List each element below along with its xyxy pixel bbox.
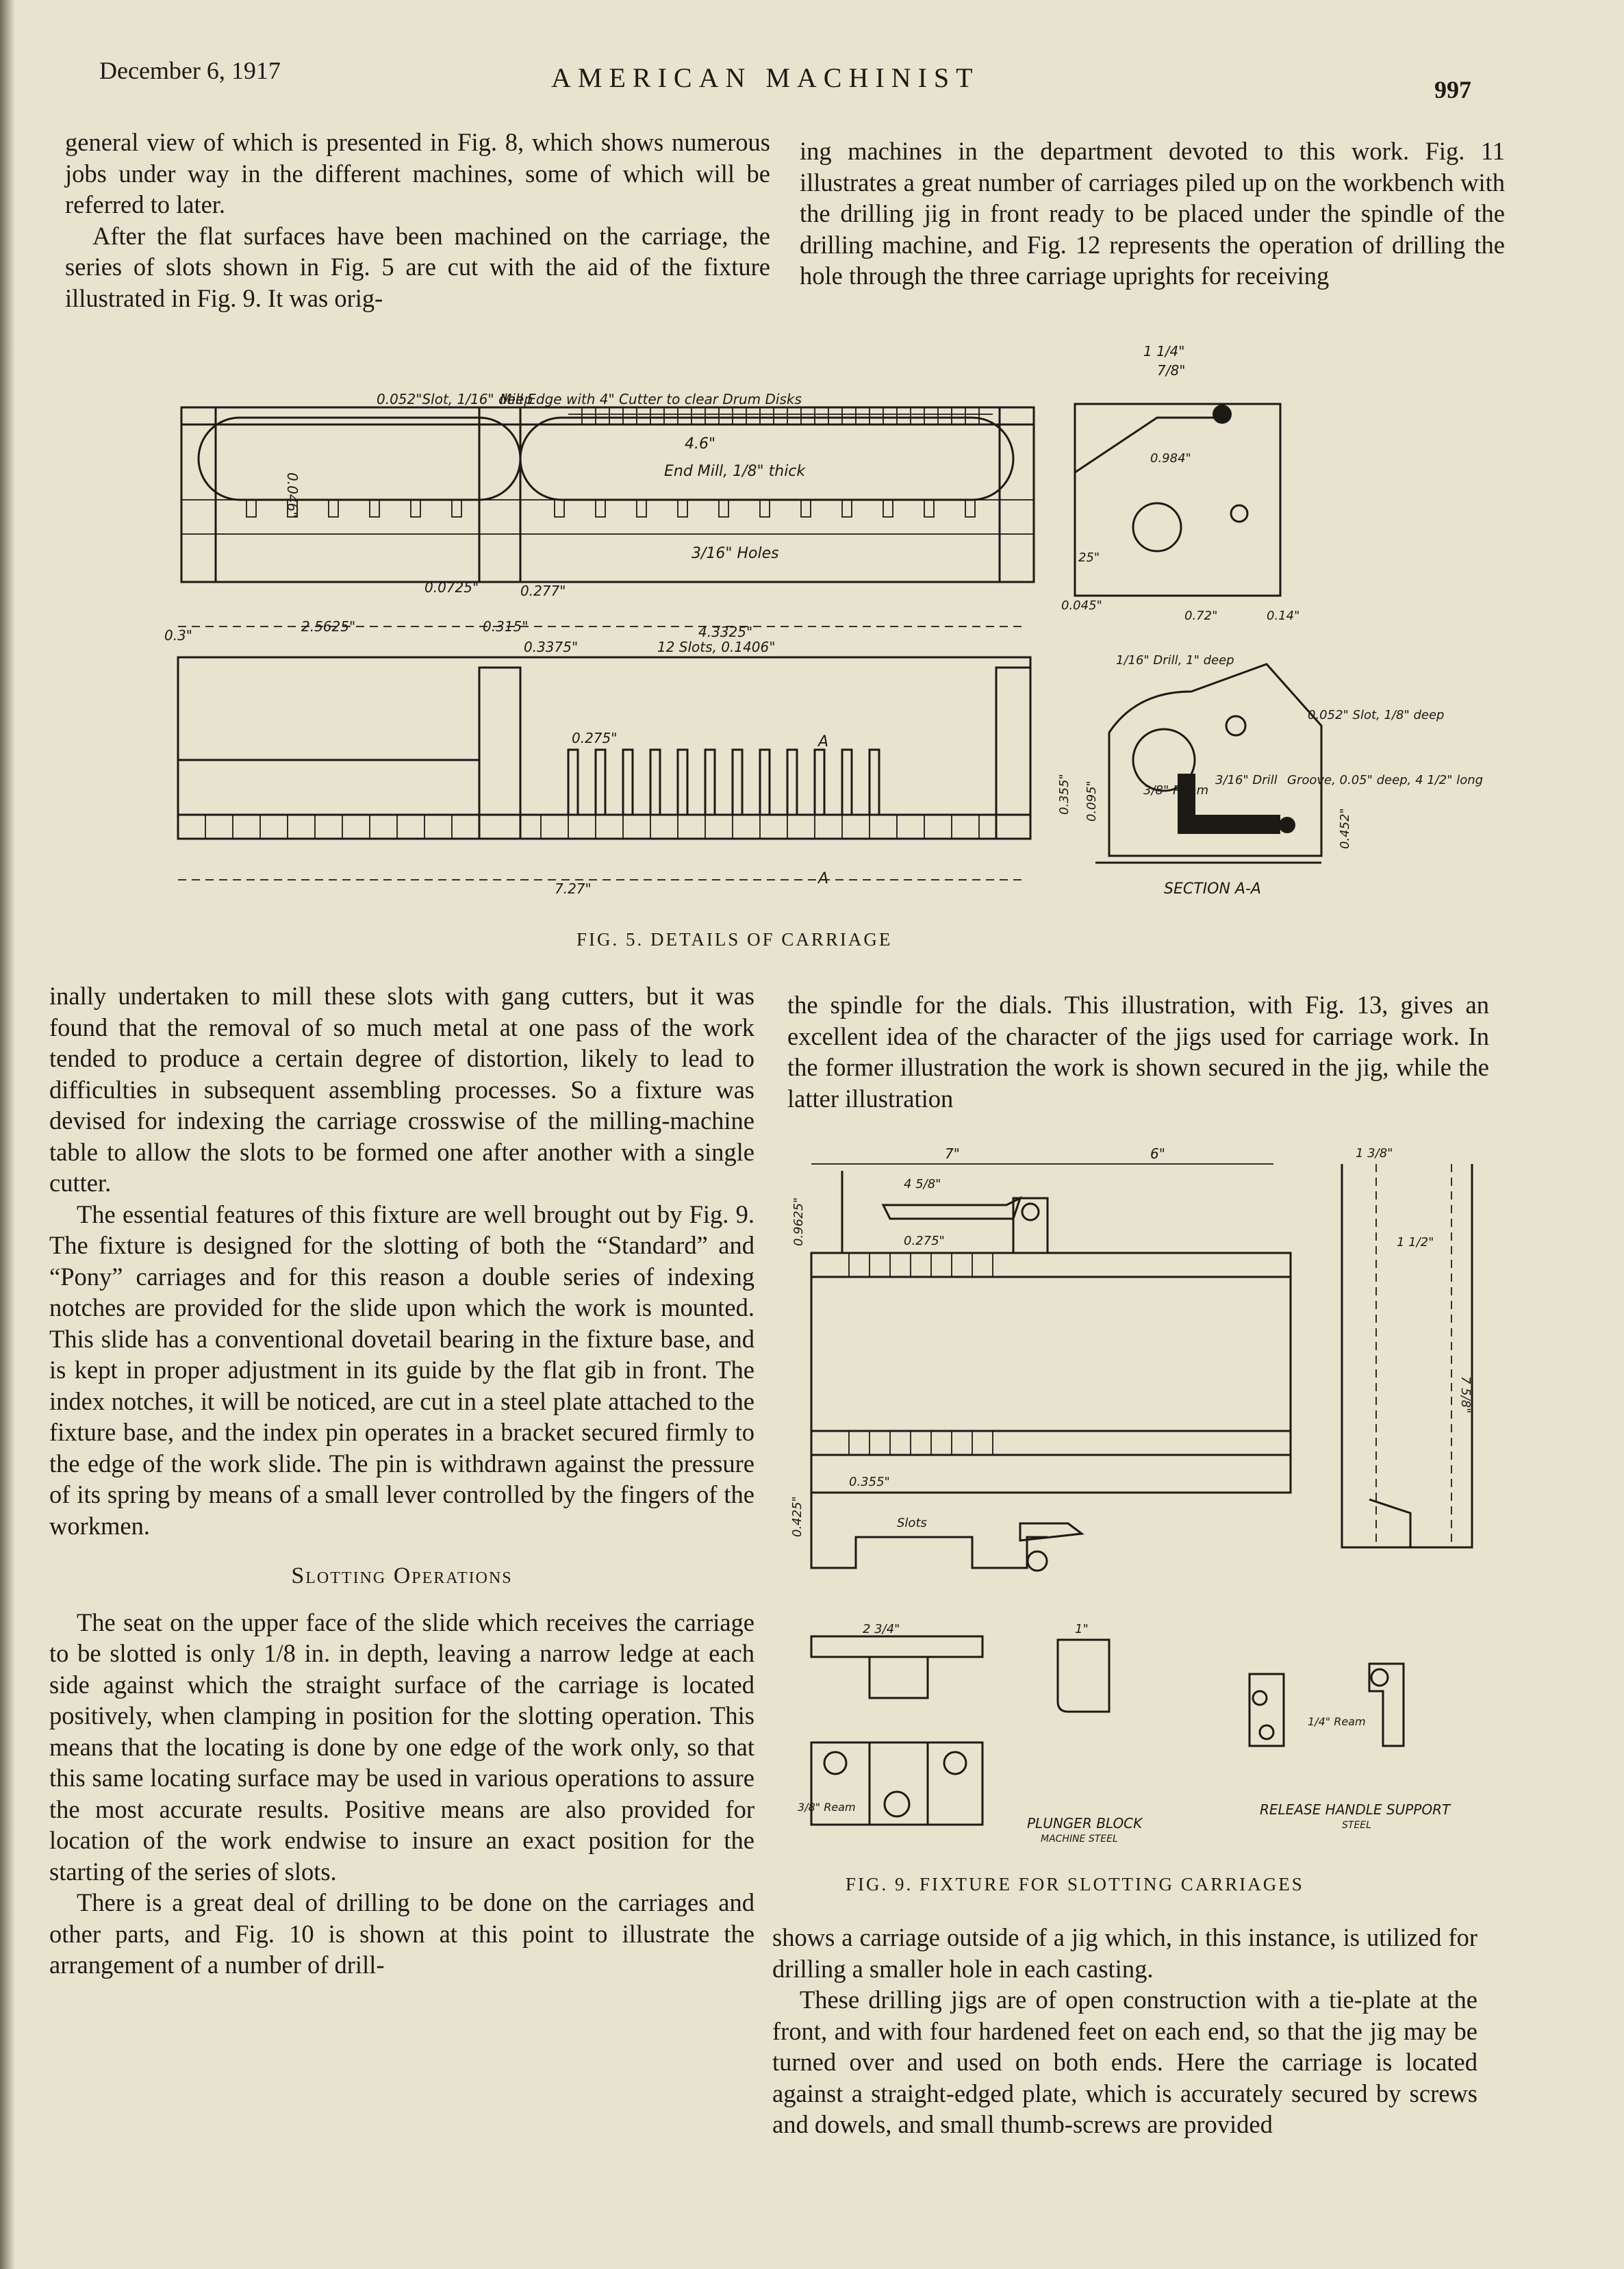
fig9-dim-09625: 0.9625" [791, 1197, 806, 1246]
header-journal-title: AMERICAN MACHINIST [551, 62, 980, 93]
fig9-slots-label: Slots [897, 1516, 927, 1530]
paragraph: ing machines in the department devoted to this work. Fig. 11 illustrates a great number of carriages piled up on the workbench with the drilling jig in front ready to be placed under the spindle of the drilling machine, and Fig. 12 represents the operation of drilling the hole through the three carriage uprights for receiving [800, 137, 1505, 290]
paragraph: There is a great deal of drilling to be done on the carriages and other parts, and Fig. 10 is shown at this point to illustrate the arrangement of a number of drill- [49, 1888, 754, 1979]
right-column-bottom [772, 1922, 1477, 2140]
fixture-base-plan [811, 1253, 1291, 1493]
fig5-dim-0984: 0.984" [1150, 451, 1191, 466]
fig9-fixture-drawing [790, 1143, 1486, 1859]
fig5-slots-note: 12 Slots, 0.1406" [657, 639, 776, 655]
release-support-front [1249, 1674, 1284, 1746]
plunger-block-top [811, 1636, 982, 1657]
fig9-dim-7-5-8: 7 5/8" [1458, 1376, 1473, 1414]
fig5-dim-072: 0.72" [1184, 609, 1218, 623]
slot-pocket-left [199, 418, 520, 500]
fig5-slot-note: 0.052"Slot, 1/16" deep [377, 391, 533, 407]
fig5-dim-7-8: 7/8" [1157, 362, 1186, 379]
paragraph: The seat on the upper face of the slide which receives the carriage to be slotted is only 1/8 in. in depth, leaving a narrow ledge at each side against which the straight surface of the carriage is located positively, when clamping in position for the slotting operation. This means that the locating is done by one edge of the work only, so that this same locating surface may be used in various operations to assure the most accurate results. Positive means are also provided for location of the work endwise to insure an exact position for the starting of the series of slots. [49, 1608, 754, 1886]
paragraph: The essential features of this fixture are well brought out by Fig. 9. The fixture is designed for the slotting of both the “Standard” and “Pony” carriages and for this reason a double series of indexing notches are provided for the slide upon which the work is mounted. This slide has a conventional dovetail bearing in the fixture base, and is kept in proper adjustment in its guide by the flat gib in front. The index notches, it will be noticed, are cut in a steel plate attached to the fixture base, and the index pin operates in a bracket secured firmly to the edge of the work slide. The pin is withdrawn against the pressure of its spring by means of a small lever controlled by the fingers of the workmen. [49, 1200, 754, 1540]
header-page-number: 997 [1434, 76, 1471, 103]
fig5-dim-43325: 4.3325" [698, 624, 753, 640]
fig9-dim-6: 6" [1150, 1145, 1165, 1162]
fig5-dim-727: 7.27" [555, 880, 592, 897]
fig5-dim-03375: 0.3375" [524, 639, 579, 655]
paragraph: the spindle for the dials. This illustration, with Fig. 13, gives an excellent idea of the character of the jigs used for carriage work. In the former illustration the work is shown secured in the jig, while the latter illustration [787, 991, 1489, 1113]
fixture-side-elevation [1342, 1164, 1472, 1547]
paragraph: general view of which is presented in Fig. 8, which shows numerous jobs under way in the different machines, some of which will be referred to later. [65, 128, 770, 218]
plunger-block-material: MACHINE STEEL [1041, 1834, 1118, 1845]
fig5-dim-0452: 0.452" [1338, 808, 1352, 849]
fig5-dim-46: 4.6" [685, 435, 716, 453]
release-support-material: STEEL [1342, 1820, 1371, 1831]
fig5-drill-note: 3/16" Drill [1215, 773, 1278, 787]
fig9-dim-4-5-8: 4 5/8" [904, 1177, 941, 1191]
paragraph: inally undertaken to mill these slots with gang cutters, but it was found that the removal of so much metal at one pass of the work tended to produce a certain degree of distortion, likely to lead to difficulties in subsequent assembling processes. So a fixture was devised for indexing the carriage crosswise of the milling-machine table to allow the slots to be formed one after another with a single cutter. [49, 982, 754, 1197]
page-binding-shadow [0, 0, 15, 2269]
header-date: December 6, 1917 [99, 57, 281, 84]
fig9-dim-1-3-8: 1 3/8" [1356, 1146, 1393, 1161]
top-right-column [800, 136, 1505, 292]
fig9-dim-1-1-2: 1 1/2" [1397, 1235, 1434, 1250]
plunger-block-title: PLUNGER BLOCK [1027, 1815, 1143, 1831]
fig9-ream-note: 3/8" Ream [798, 1801, 856, 1814]
fig5-dim-014: 0.14" [1267, 609, 1300, 623]
fig5-dim-03: 0.3" [164, 627, 193, 644]
fig5-dim-0355: 0.355" [1057, 774, 1071, 815]
fig9-caption: FIG. 9. FIXTURE FOR SLOTTING CARRIAGES [846, 1874, 1304, 1894]
fig5-dim-0277: 0.277" [520, 583, 566, 599]
release-support-side [1369, 1664, 1404, 1746]
fig5-mill-edge-note: Mill Edge with 4" Cutter to clear Drum Disks [500, 391, 802, 407]
fig5-holes-note: 3/16" Holes [692, 545, 779, 562]
fig5-dim-25625: 2.5625" [301, 618, 356, 635]
fig5-dim-0275: 0.275" [572, 730, 618, 746]
fig5-section-label: SECTION A-A [1164, 880, 1261, 898]
fig5-dim-0095: 0.095" [1084, 781, 1099, 822]
fig5-section-mark-a-lower: A [818, 870, 829, 887]
paragraph: These drilling jigs are of open construction with a tie-plate at the front, and with four hardened feet on each end, so that the jig may be turned over and used on both ends. Here the carriage is located against a straight-edged plate, which is accurately secured by screws and dowels, and small thumb-screws are provided [772, 1986, 1477, 2138]
left-column [49, 980, 754, 1981]
fig5-dim-25: 25" [1078, 550, 1100, 565]
fig5-caption: FIG. 5. DETAILS OF CARRIAGE [576, 929, 893, 950]
fig5-end-mill-note: End Mill, 1/8" thick [664, 463, 806, 480]
release-support-title: RELEASE HANDLE SUPPORT [1260, 1801, 1451, 1818]
fig9-dim-0355: 0.355" [849, 1475, 890, 1489]
fig5-dim-00725: 0.0725" [424, 579, 479, 596]
fig9-dim-0425: 0.425" [790, 1496, 804, 1537]
fixture-slide-profile [811, 1493, 1048, 1568]
fig5-drill-deep-note: 1/16" Drill, 1" deep [1116, 653, 1234, 668]
paragraph: After the flat surfaces have been machined on the carriage, the series of slots shown in Fig. 5 are cut with the aid of the fixture illustrated in Fig. 9. It was orig- [65, 221, 770, 312]
fig5-carriage-drawing [157, 335, 1484, 917]
fig5-ream-note: 3/8" Ream [1143, 783, 1209, 798]
carriage-top-view-outline [181, 407, 1034, 582]
fig5-dim-0315: 0.315" [483, 618, 529, 635]
plunger-block-side [1058, 1640, 1109, 1712]
fig5-section-mark-a: A [818, 733, 829, 750]
subheading: Slotting Operations [291, 1563, 513, 1588]
fig9-dim-7: 7" [945, 1145, 960, 1162]
fig5-slot-deep-note: 0.052" Slot, 1/8" deep [1308, 708, 1445, 722]
top-left-column [65, 127, 770, 314]
fig5-end-view [1075, 404, 1280, 596]
fig5-dim-0045: 0.045" [1061, 598, 1102, 613]
paragraph: shows a carriage outside of a jig which, in this instance, is utilized for drilling a smaller hole in each casting. [772, 1923, 1477, 1983]
fig5-dim-1-1-4: 1 1/4" [1143, 343, 1185, 359]
fig9-ream2-note: 1/4" Ream [1308, 1715, 1366, 1728]
fig9-dim-2-3-4: 2 3/4" [863, 1622, 900, 1636]
fig5-dim-0046: 0.046" [284, 472, 301, 518]
fig9-dim-1: 1" [1075, 1622, 1089, 1636]
slot-pocket-right [520, 418, 1013, 500]
right-column-top [787, 989, 1489, 1114]
fig9-dim-0275: 0.275" [904, 1234, 945, 1248]
fig5-groove-note: Groove, 0.05" deep, 4 1/2" long [1287, 773, 1484, 787]
